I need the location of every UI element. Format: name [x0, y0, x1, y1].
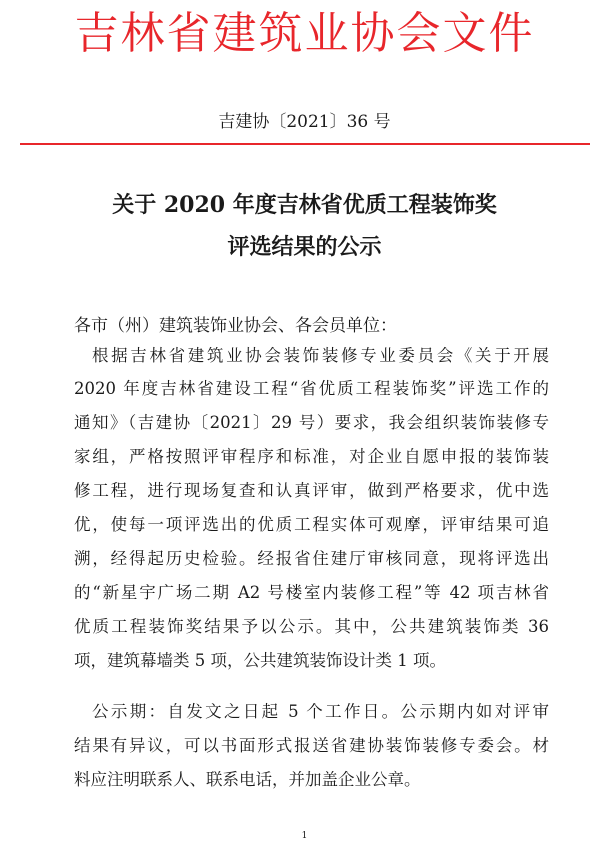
- paragraph-line: 溯，经得起历史检验。经报省住建厅审核同意，现将评选出: [74, 549, 549, 568]
- paragraph-line: 2020 年度吉林省建设工程“省优质工程装饰奖”评选工作的: [74, 379, 549, 398]
- notice-title-line-2: 评选结果的公示: [227, 234, 382, 260]
- document-header-title: 吉林省建筑业协会文件: [74, 8, 535, 59]
- paragraph-line: 料应注明联系人、联系电话，并加盖企业公章。: [74, 770, 421, 789]
- paragraph-line: 优质工程装饰奖结果予以公示。其中，公共建筑装饰类 36: [74, 617, 549, 636]
- paragraph-line: 家组，严格按照评审程序和标准，对企业自愿申报的装饰装: [74, 447, 549, 466]
- paragraph-line: 公示期：自发文之日起 5 个工作日。公示期内如对评审: [92, 702, 549, 721]
- paragraph-line: 根据吉林省建筑业协会装饰装修专业委员会《关于开展: [92, 346, 549, 365]
- document-number: 吉建协〔2021〕36 号: [218, 112, 391, 132]
- header-divider: [20, 143, 590, 145]
- paragraph-line: 的“新星宇广场二期 A2 号楼室内装修工程”等 42 项吉林省: [74, 583, 549, 602]
- paragraph-line: 优，使每一项评选出的优质工程实体可观摩，评审结果可追: [74, 515, 549, 534]
- paragraph-line: 通知》（吉建协〔2021〕29 号）要求，我会组织装饰装修专: [74, 413, 549, 432]
- paragraph-line: 项，建筑幕墙类 5 项，公共建筑装饰设计类 1 项。: [74, 651, 446, 670]
- paragraph-line: 结果有异议，可以书面形式报送省建协装饰装修专委会。材: [74, 736, 549, 755]
- notice-title-line-1: 关于 2020 年度吉林省优质工程装饰奖: [112, 192, 497, 218]
- paragraph-line: 修工程，进行现场复查和认真评审，做到严格要求，优中选: [74, 481, 549, 500]
- salutation: 各市（州）建筑装饰业协会、各会员单位：: [74, 316, 397, 336]
- page-number: 1: [301, 831, 308, 841]
